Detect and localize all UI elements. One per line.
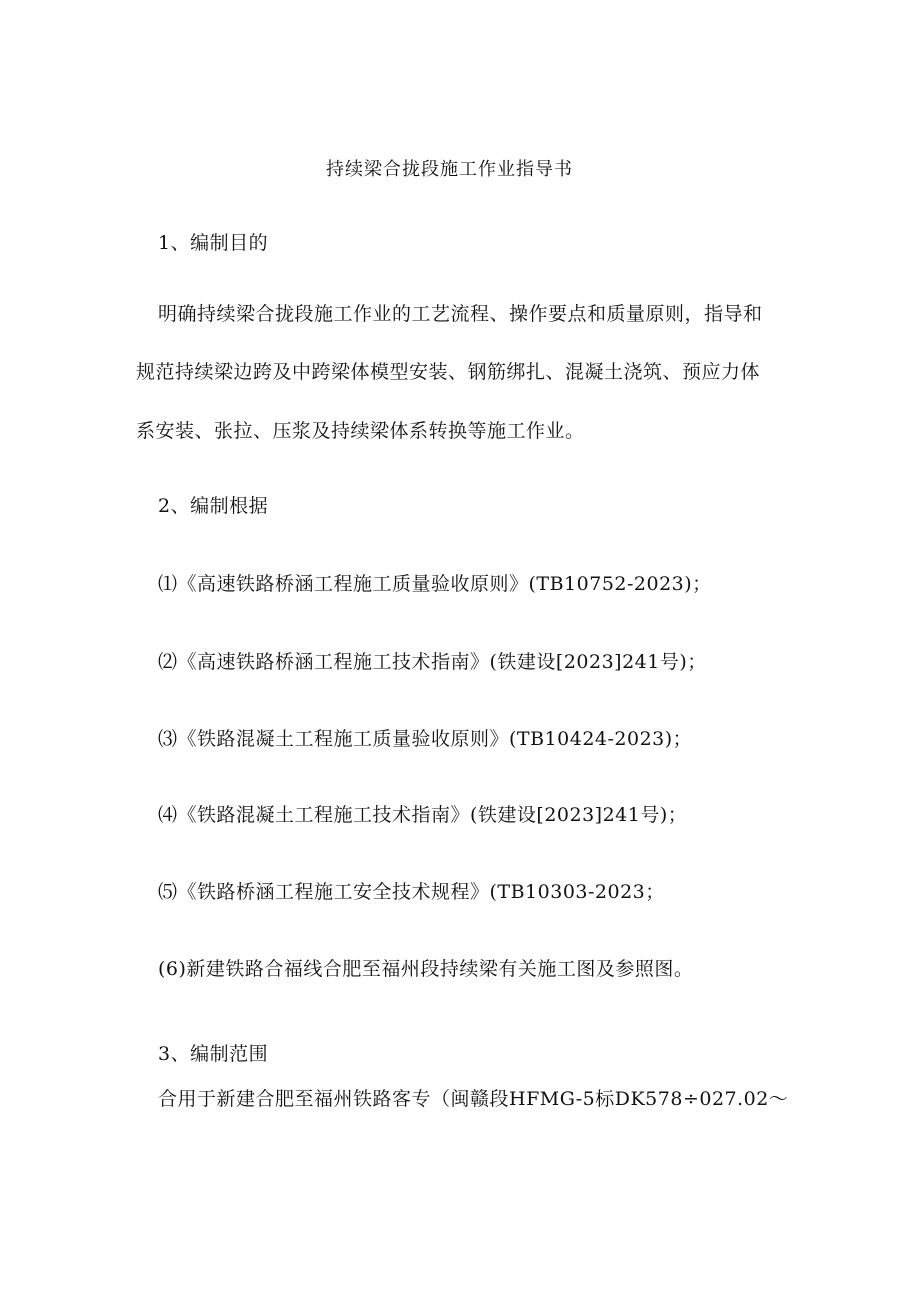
reference-item-6: (6)新建铁路合福线合肥至福州段持续梁有关施工图及参照图。 [158,958,694,980]
section-3-line-1: 合用于新建合肥至福州铁路客专（闽赣段HFMG-5标DK578÷027.02～ [158,1088,789,1110]
section-1-line-1: 明确持续梁合拢段施工作业的工艺流程、操作要点和质量原则，指导和 [158,303,763,325]
reference-item-5: ⑸《铁路桥涵工程施工安全技术规程》(TB10303-2023； [158,881,665,903]
section-1-line-2: 规范持续梁边跨及中跨梁体模型安装、钢筋绑扎、混凝土浇筑、预应力体 [136,361,761,383]
document-title: 持续梁合拢段施工作业指导书 [326,159,573,180]
section-1-line-3: 系安装、张拉、压浆及持续梁体系转换等施工作业。 [136,420,585,442]
section-2-heading: 2、编制根据 [158,495,269,517]
reference-item-4: ⑷《铁路混凝土工程施工技术指南》(铁建设[2023]241号)； [158,804,688,826]
reference-item-1: ⑴《高速铁路桥涵工程施工质量验收原则》(TB10752-2023)； [158,573,712,595]
reference-item-2: ⑵《高速铁路桥涵工程施工技术指南》(铁建设[2023]241号)； [158,651,707,673]
section-1-heading: 1、编制目的 [158,232,269,254]
section-3-heading: 3、编制范围 [158,1043,269,1065]
reference-item-3: ⑶《铁路混凝土工程施工质量验收原则》(TB10424-2023)； [158,728,693,750]
